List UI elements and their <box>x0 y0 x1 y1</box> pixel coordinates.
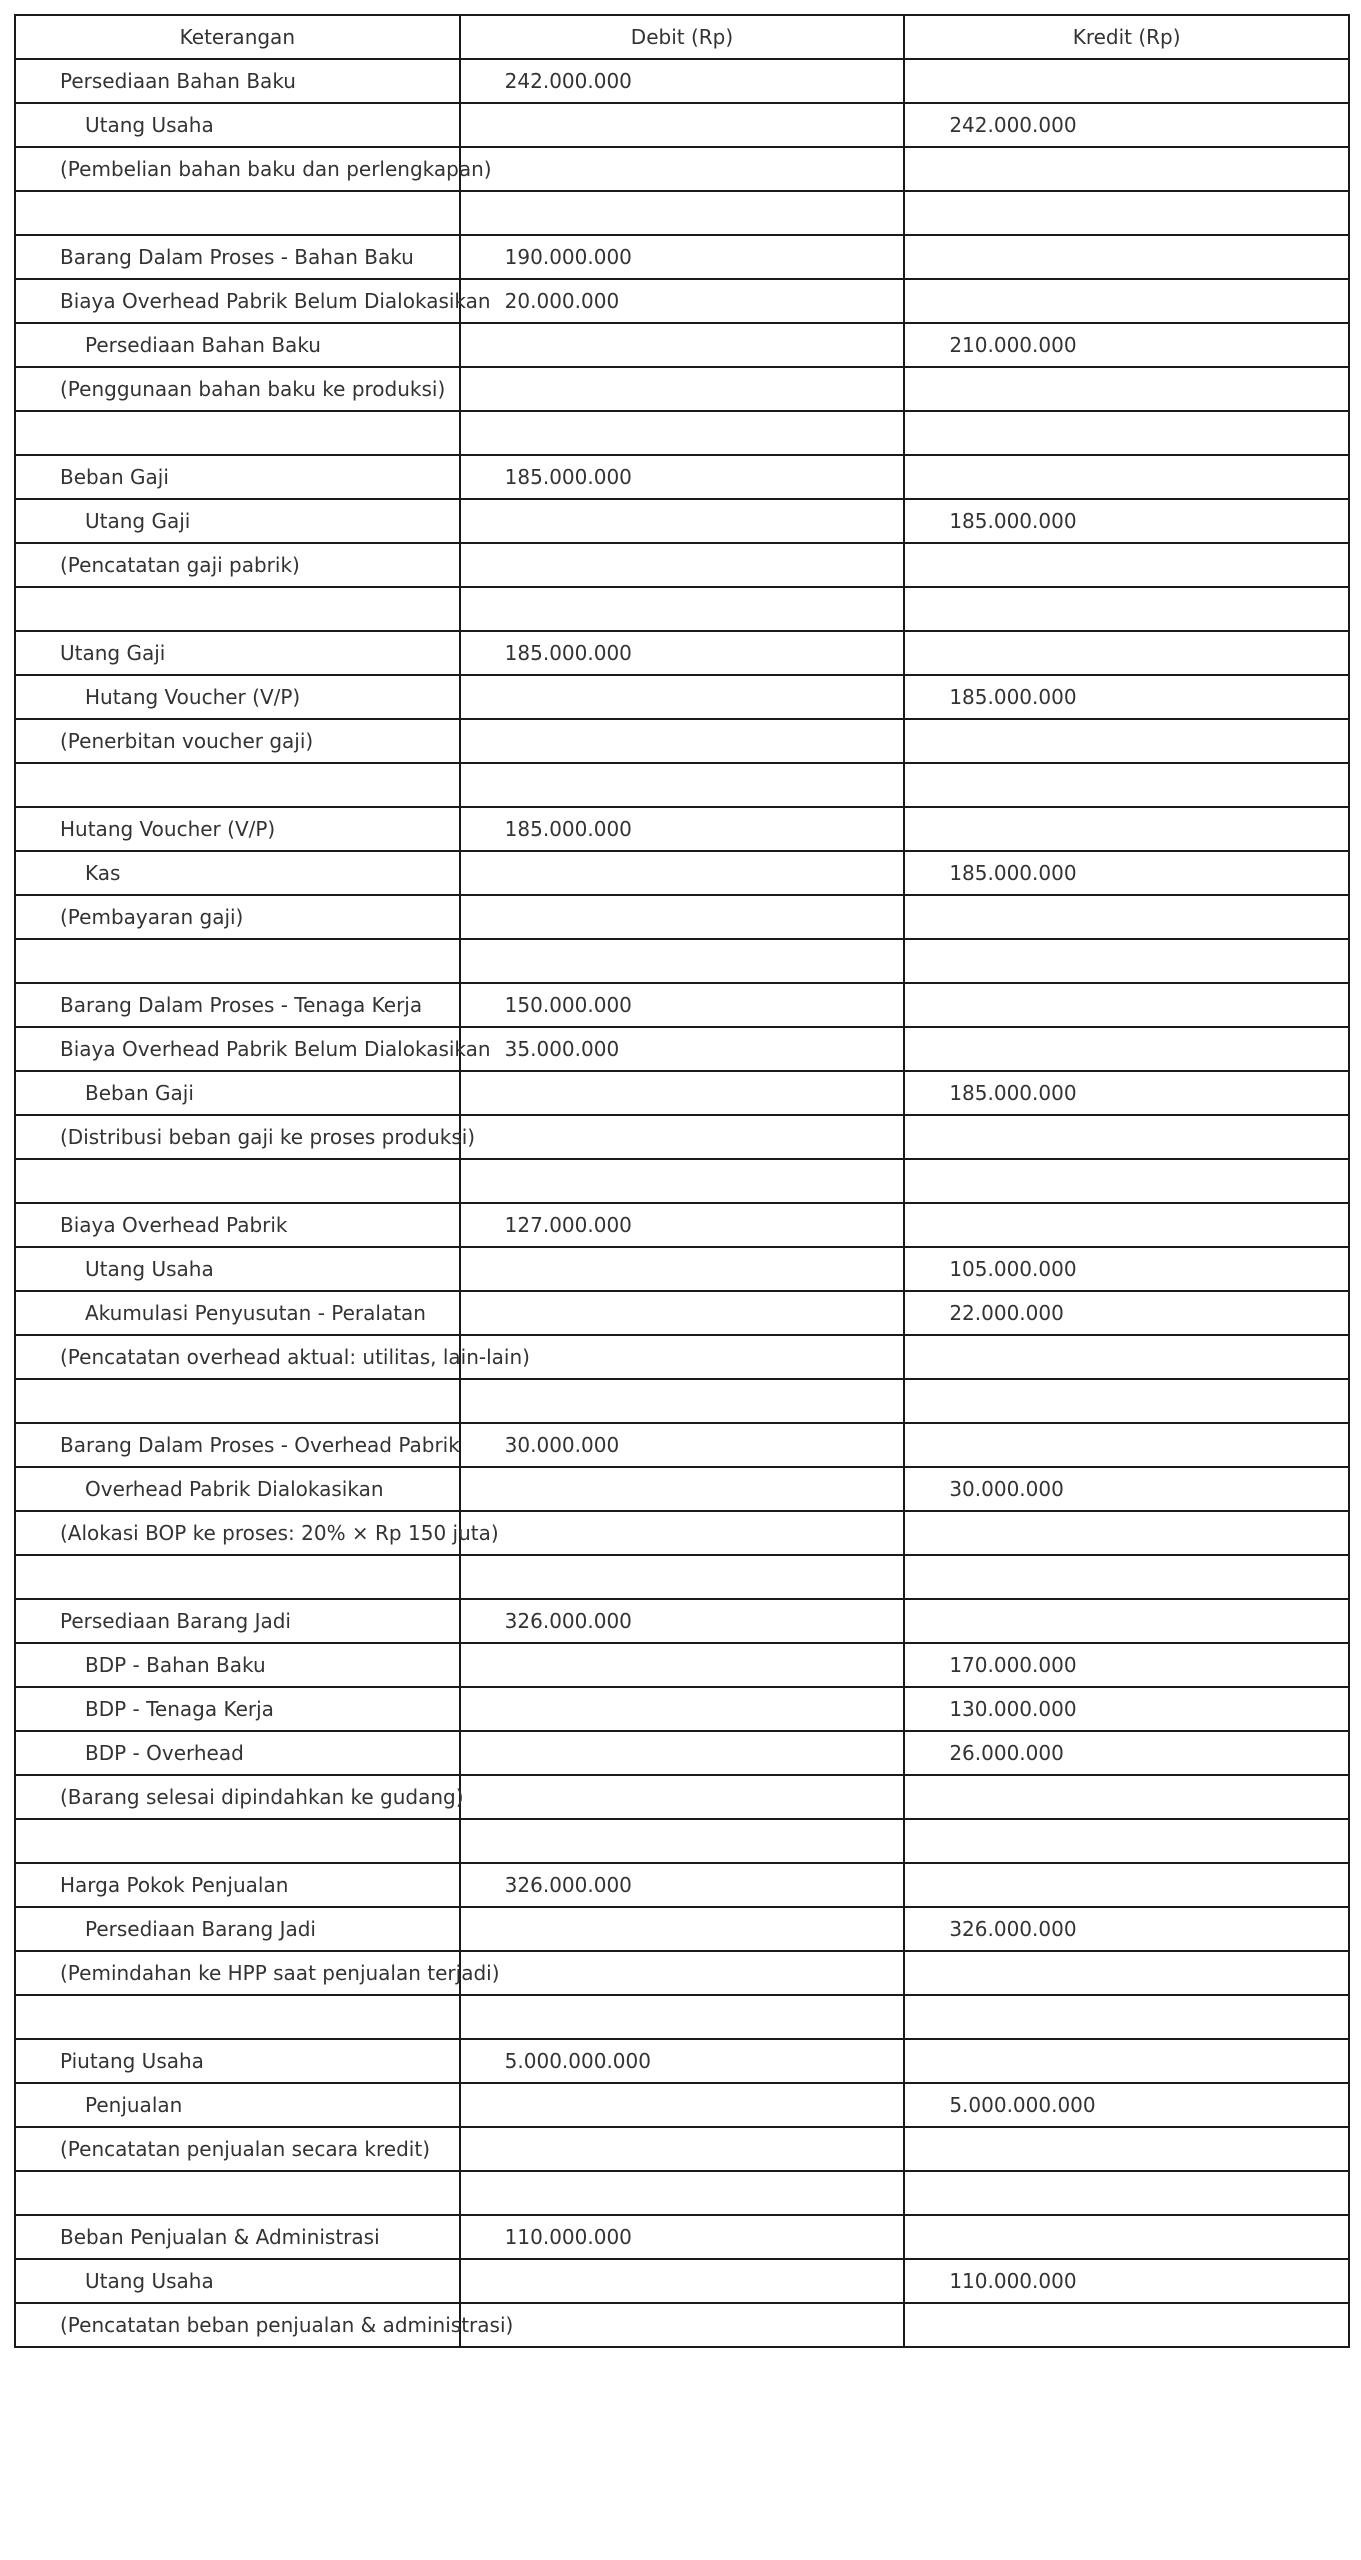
cell-kredit: 185.000.000 <box>904 675 1349 719</box>
table-row <box>15 1599 1349 1643</box>
cell-keterangan: Beban Gaji <box>15 455 460 499</box>
cell-keterangan <box>15 1819 460 1863</box>
cell-kredit: 210.000.000 <box>904 323 1349 367</box>
table-row <box>15 2215 1349 2259</box>
cell-keterangan: (Distribusi beban gaji ke proses produksi) <box>15 1115 460 1159</box>
cell-kredit <box>904 279 1349 323</box>
cell-keterangan: Overhead Pabrik Dialokasikan <box>15 1467 460 1511</box>
table-row <box>15 103 1349 147</box>
cell-debit <box>460 147 905 191</box>
cell-keterangan <box>15 1159 460 1203</box>
cell-keterangan <box>15 191 460 235</box>
cell-debit <box>460 1907 905 1951</box>
cell-debit <box>460 1687 905 1731</box>
table-row <box>15 807 1349 851</box>
cell-debit <box>460 1775 905 1819</box>
cell-debit <box>460 1951 905 1995</box>
cell-kredit <box>904 455 1349 499</box>
cell-debit <box>460 2171 905 2215</box>
cell-kredit <box>904 807 1349 851</box>
cell-debit: 185.000.000 <box>460 631 905 675</box>
cell-keterangan: Hutang Voucher (V/P) <box>15 807 460 851</box>
cell-keterangan: (Barang selesai dipindahkan ke gudang) <box>15 1775 460 1819</box>
cell-keterangan: Utang Usaha <box>15 103 460 147</box>
cell-keterangan: Utang Usaha <box>15 1247 460 1291</box>
table-row <box>15 323 1349 367</box>
cell-debit: 185.000.000 <box>460 455 905 499</box>
cell-keterangan: Persediaan Barang Jadi <box>15 1599 460 1643</box>
header-kredit: Kredit (Rp) <box>904 15 1349 59</box>
cell-kredit <box>904 895 1349 939</box>
cell-kredit <box>904 59 1349 103</box>
cell-keterangan: (Pembayaran gaji) <box>15 895 460 939</box>
table-row <box>15 235 1349 279</box>
cell-keterangan: Utang Gaji <box>15 631 460 675</box>
table-row <box>15 1819 1349 1863</box>
cell-kredit <box>904 1379 1349 1423</box>
cell-kredit <box>904 191 1349 235</box>
cell-debit <box>460 2303 905 2347</box>
table-row <box>15 59 1349 103</box>
cell-debit <box>460 2259 905 2303</box>
cell-kredit <box>904 983 1349 1027</box>
table-row <box>15 2039 1349 2083</box>
cell-debit <box>460 1467 905 1511</box>
cell-kredit <box>904 631 1349 675</box>
cell-keterangan: (Pembelian bahan baku dan perlengkapan) <box>15 147 460 191</box>
cell-kredit <box>904 763 1349 807</box>
cell-debit <box>460 1731 905 1775</box>
cell-debit: 326.000.000 <box>460 1599 905 1643</box>
table-row <box>15 1731 1349 1775</box>
cell-kredit: 30.000.000 <box>904 1467 1349 1511</box>
cell-kredit <box>904 1819 1349 1863</box>
cell-kredit <box>904 2215 1349 2259</box>
cell-debit: 110.000.000 <box>460 2215 905 2259</box>
table-row <box>15 411 1349 455</box>
table-row <box>15 1555 1349 1599</box>
table-row <box>15 939 1349 983</box>
cell-debit <box>460 1115 905 1159</box>
cell-keterangan <box>15 1379 460 1423</box>
cell-keterangan: Piutang Usaha <box>15 2039 460 2083</box>
table-row <box>15 1995 1349 2039</box>
cell-kredit: 170.000.000 <box>904 1643 1349 1687</box>
cell-debit <box>460 1643 905 1687</box>
cell-keterangan: Biaya Overhead Pabrik Belum Dialokasikan <box>15 279 460 323</box>
cell-debit: 190.000.000 <box>460 235 905 279</box>
cell-debit <box>460 587 905 631</box>
table-row <box>15 631 1349 675</box>
cell-keterangan: Beban Penjualan & Administrasi <box>15 2215 460 2259</box>
cell-keterangan: Biaya Overhead Pabrik <box>15 1203 460 1247</box>
cell-kredit: 105.000.000 <box>904 1247 1349 1291</box>
cell-keterangan <box>15 411 460 455</box>
table-row <box>15 1379 1349 1423</box>
table-row <box>15 1335 1349 1379</box>
table-row <box>15 763 1349 807</box>
cell-debit <box>460 367 905 411</box>
cell-keterangan: BDP - Tenaga Kerja <box>15 1687 460 1731</box>
cell-kredit <box>904 587 1349 631</box>
table-row <box>15 587 1349 631</box>
table-row <box>15 1027 1349 1071</box>
table-row <box>15 279 1349 323</box>
cell-kredit <box>904 1995 1349 2039</box>
cell-keterangan <box>15 587 460 631</box>
cell-kredit: 242.000.000 <box>904 103 1349 147</box>
cell-kredit <box>904 1863 1349 1907</box>
cell-debit <box>460 323 905 367</box>
cell-keterangan: Beban Gaji <box>15 1071 460 1115</box>
cell-keterangan: Biaya Overhead Pabrik Belum Dialokasikan <box>15 1027 460 1071</box>
cell-debit: 5.000.000.000 <box>460 2039 905 2083</box>
cell-kredit <box>904 543 1349 587</box>
cell-debit: 326.000.000 <box>460 1863 905 1907</box>
cell-debit <box>460 103 905 147</box>
cell-debit: 30.000.000 <box>460 1423 905 1467</box>
cell-keterangan: Barang Dalam Proses - Tenaga Kerja <box>15 983 460 1027</box>
table-row <box>15 2171 1349 2215</box>
cell-keterangan: Hutang Voucher (V/P) <box>15 675 460 719</box>
cell-keterangan: Persediaan Bahan Baku <box>15 323 460 367</box>
cell-debit <box>460 675 905 719</box>
cell-debit <box>460 2127 905 2171</box>
cell-kredit <box>904 1335 1349 1379</box>
cell-kredit <box>904 1115 1349 1159</box>
cell-keterangan <box>15 1555 460 1599</box>
cell-kredit <box>904 2303 1349 2347</box>
cell-kredit <box>904 1951 1349 1995</box>
cell-keterangan: Persediaan Barang Jadi <box>15 1907 460 1951</box>
cell-kredit <box>904 2127 1349 2171</box>
cell-kredit <box>904 1511 1349 1555</box>
table-row <box>15 1291 1349 1335</box>
cell-keterangan <box>15 1995 460 2039</box>
table-row <box>15 2259 1349 2303</box>
cell-keterangan: BDP - Overhead <box>15 1731 460 1775</box>
cell-keterangan: Akumulasi Penyusutan - Peralatan <box>15 1291 460 1335</box>
cell-debit <box>460 1819 905 1863</box>
cell-keterangan: Penjualan <box>15 2083 460 2127</box>
cell-keterangan: Persediaan Bahan Baku <box>15 59 460 103</box>
cell-keterangan: (Pencatatan penjualan secara kredit) <box>15 2127 460 2171</box>
cell-debit <box>460 1555 905 1599</box>
table-row <box>15 1907 1349 1951</box>
cell-keterangan: (Penerbitan voucher gaji) <box>15 719 460 763</box>
cell-debit <box>460 1995 905 2039</box>
cell-kredit <box>904 1423 1349 1467</box>
cell-keterangan <box>15 763 460 807</box>
cell-debit: 127.000.000 <box>460 1203 905 1247</box>
cell-keterangan <box>15 939 460 983</box>
cell-kredit: 130.000.000 <box>904 1687 1349 1731</box>
cell-kredit <box>904 411 1349 455</box>
cell-debit <box>460 1159 905 1203</box>
table-row <box>15 1775 1349 1819</box>
cell-kredit: 5.000.000.000 <box>904 2083 1349 2127</box>
table-row <box>15 851 1349 895</box>
cell-keterangan: Utang Gaji <box>15 499 460 543</box>
cell-kredit <box>904 719 1349 763</box>
cell-keterangan <box>15 2171 460 2215</box>
table-row <box>15 983 1349 1027</box>
table-row <box>15 147 1349 191</box>
cell-keterangan: Harga Pokok Penjualan <box>15 1863 460 1907</box>
journal-body <box>15 59 1349 2347</box>
cell-debit <box>460 411 905 455</box>
table-row <box>15 1423 1349 1467</box>
cell-keterangan: Barang Dalam Proses - Bahan Baku <box>15 235 460 279</box>
table-row <box>15 675 1349 719</box>
cell-kredit <box>904 2171 1349 2215</box>
cell-debit: 20.000.000 <box>460 279 905 323</box>
cell-kredit: 22.000.000 <box>904 1291 1349 1335</box>
cell-kredit: 185.000.000 <box>904 1071 1349 1115</box>
cell-kredit <box>904 939 1349 983</box>
cell-kredit <box>904 2039 1349 2083</box>
cell-debit <box>460 2083 905 2127</box>
cell-kredit <box>904 1159 1349 1203</box>
cell-keterangan: (Pemindahan ke HPP saat penjualan terjadi) <box>15 1951 460 1995</box>
header-debit: Debit (Rp) <box>460 15 905 59</box>
cell-keterangan: Kas <box>15 851 460 895</box>
table-row <box>15 719 1349 763</box>
cell-debit: 150.000.000 <box>460 983 905 1027</box>
table-row <box>15 2127 1349 2171</box>
cell-debit <box>460 763 905 807</box>
table-row <box>15 1863 1349 1907</box>
cell-keterangan: BDP - Bahan Baku <box>15 1643 460 1687</box>
cell-debit <box>460 719 905 763</box>
cell-debit <box>460 851 905 895</box>
cell-kredit <box>904 1599 1349 1643</box>
cell-kredit: 326.000.000 <box>904 1907 1349 1951</box>
cell-kredit: 185.000.000 <box>904 499 1349 543</box>
cell-keterangan: (Pencatatan overhead aktual: utilitas, lain-lain) <box>15 1335 460 1379</box>
cell-kredit <box>904 1775 1349 1819</box>
cell-kredit: 185.000.000 <box>904 851 1349 895</box>
cell-debit <box>460 499 905 543</box>
journal-table <box>14 14 1350 2348</box>
table-row <box>15 1511 1349 1555</box>
cell-debit <box>460 1511 905 1555</box>
table-row <box>15 1115 1349 1159</box>
cell-debit <box>460 1071 905 1115</box>
cell-kredit: 26.000.000 <box>904 1731 1349 1775</box>
cell-kredit <box>904 367 1349 411</box>
cell-debit <box>460 895 905 939</box>
table-row <box>15 895 1349 939</box>
table-row <box>15 2083 1349 2127</box>
cell-keterangan: (Alokasi BOP ke proses: 20% × Rp 150 juta) <box>15 1511 460 1555</box>
journal-sheet <box>14 14 1350 2348</box>
cell-debit: 242.000.000 <box>460 59 905 103</box>
table-row <box>15 1247 1349 1291</box>
cell-kredit <box>904 147 1349 191</box>
table-row <box>15 1951 1349 1995</box>
cell-kredit <box>904 235 1349 279</box>
cell-debit <box>460 1379 905 1423</box>
cell-debit <box>460 939 905 983</box>
cell-keterangan: (Pencatatan gaji pabrik) <box>15 543 460 587</box>
table-row <box>15 543 1349 587</box>
header-keterangan: Keterangan <box>15 15 460 59</box>
cell-keterangan: Utang Usaha <box>15 2259 460 2303</box>
table-row <box>15 499 1349 543</box>
cell-debit: 35.000.000 <box>460 1027 905 1071</box>
cell-debit <box>460 1291 905 1335</box>
cell-debit <box>460 191 905 235</box>
table-row <box>15 2303 1349 2347</box>
cell-keterangan: Barang Dalam Proses - Overhead Pabrik <box>15 1423 460 1467</box>
cell-kredit <box>904 1555 1349 1599</box>
cell-kredit <box>904 1203 1349 1247</box>
cell-debit <box>460 543 905 587</box>
cell-debit: 185.000.000 <box>460 807 905 851</box>
table-row <box>15 1071 1349 1115</box>
cell-keterangan: (Penggunaan bahan baku ke produksi) <box>15 367 460 411</box>
cell-debit <box>460 1247 905 1291</box>
table-row <box>15 1687 1349 1731</box>
cell-kredit <box>904 1027 1349 1071</box>
table-row <box>15 1203 1349 1247</box>
table-row <box>15 367 1349 411</box>
table-row <box>15 455 1349 499</box>
table-row <box>15 1643 1349 1687</box>
header-row <box>15 15 1349 59</box>
table-row <box>15 1159 1349 1203</box>
cell-keterangan: (Pencatatan beban penjualan & administrasi) <box>15 2303 460 2347</box>
table-row <box>15 191 1349 235</box>
cell-kredit: 110.000.000 <box>904 2259 1349 2303</box>
table-row <box>15 1467 1349 1511</box>
